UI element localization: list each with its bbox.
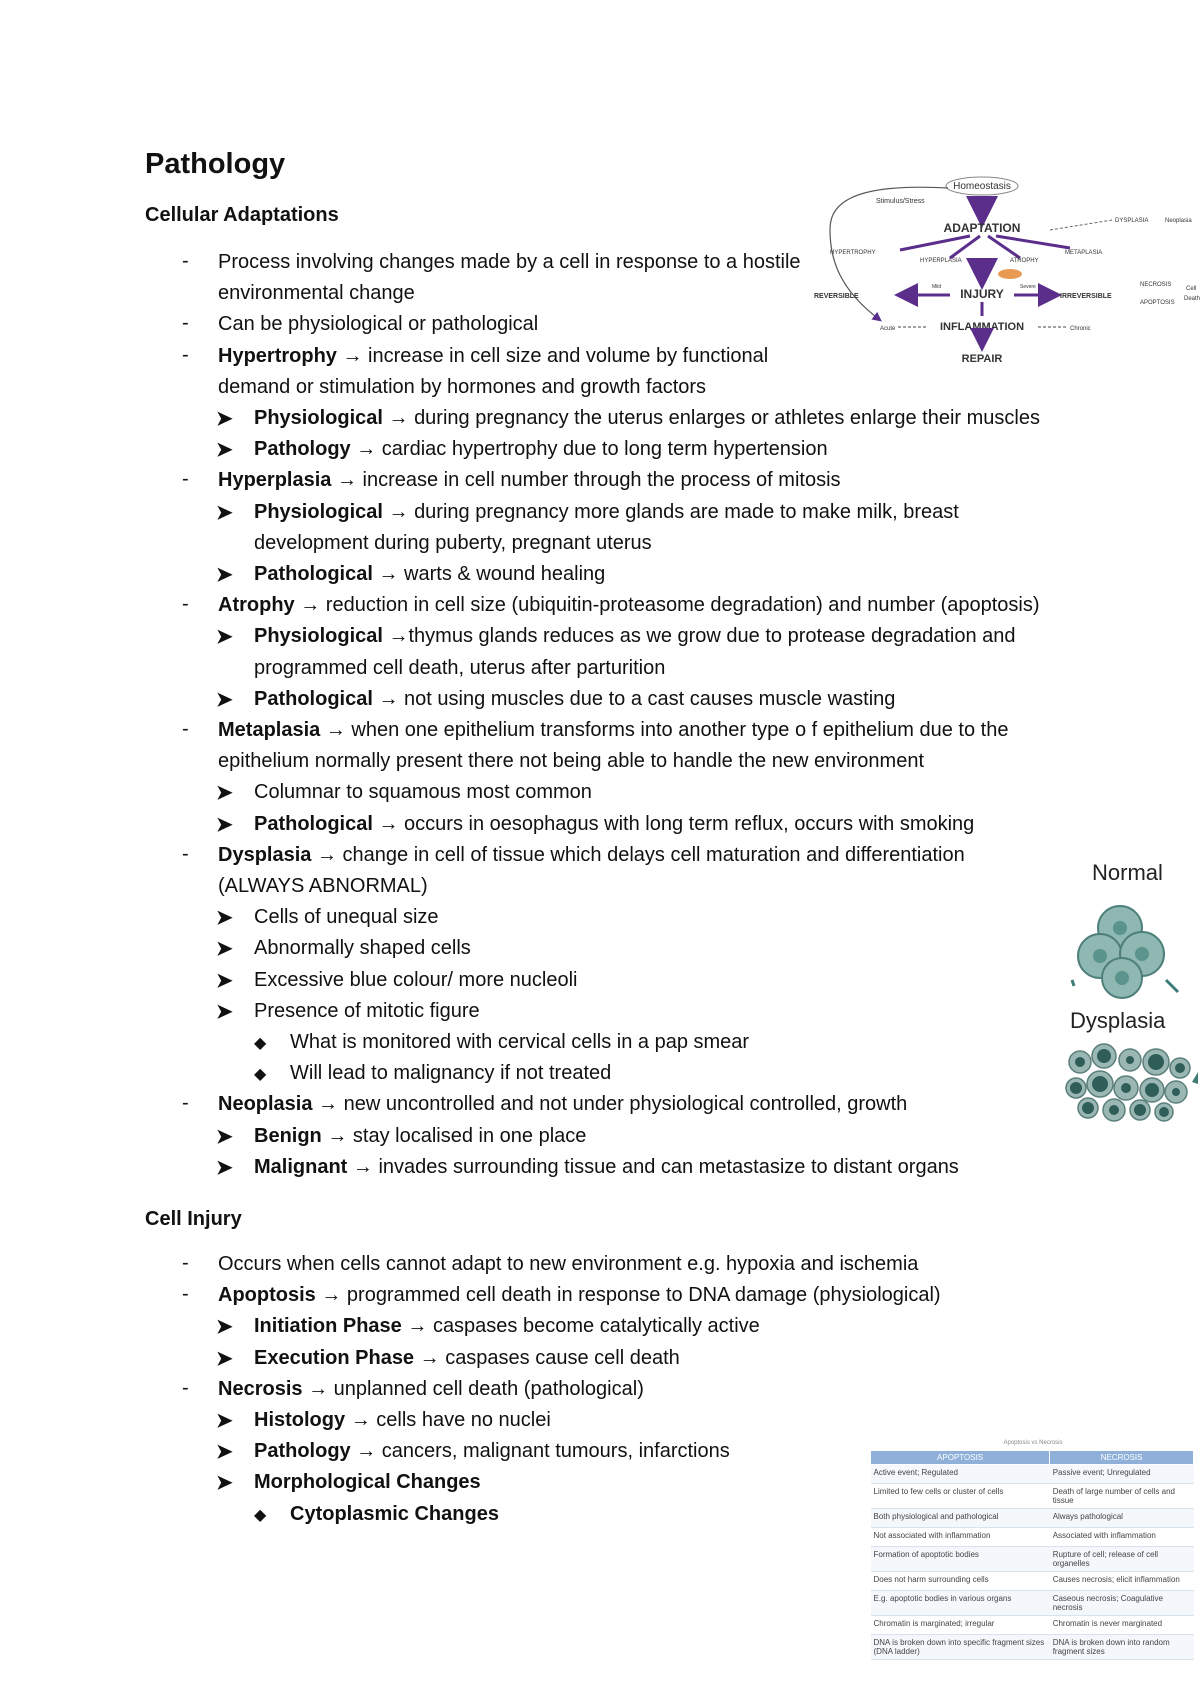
table-cell: Always pathological [1050, 1509, 1194, 1528]
diagram-hyperplasia: HYPERPLASIA [920, 258, 962, 264]
bullet-hypertrophy-cont [218, 375, 706, 399]
arrow-icon: → [378, 563, 399, 585]
diagram-chronic: Chronic [1070, 326, 1091, 332]
term: Malignant [254, 1156, 348, 1178]
bullet-hypertrophy [218, 344, 768, 368]
page-title: Pathology [145, 148, 286, 180]
arrowhead-bullet-icon: ➤ [216, 1316, 233, 1338]
diagram-homeostasis: Homeostasis [953, 181, 1011, 192]
arrow-icon: → [350, 1409, 371, 1431]
diagram-inflammation: INFLAMMATION [939, 321, 1025, 333]
bullet-hyperplasia [218, 468, 841, 492]
text: reduction in cell size (ubiquitin-proteasome degradation) and number (apoptosis) [325, 594, 1040, 616]
sub-dysplasia-2 [254, 936, 471, 960]
bullet-atrophy [218, 593, 1040, 617]
diagram-mild: Mild [932, 284, 942, 290]
sub-hypertrophy-pathology [254, 437, 828, 461]
dash-bullet: - [182, 468, 189, 490]
comparison-table-figure [870, 1440, 1196, 1660]
sub-hyperplasia-physiological-cont [254, 531, 652, 555]
table-cell: Formation of apoptotic bodies [871, 1547, 1050, 1572]
arrowhead-bullet-icon: ➤ [216, 689, 233, 711]
table-cell: Chromatin is never marginated [1050, 1616, 1194, 1635]
arrowhead-bullet-icon: ➤ [216, 814, 233, 836]
section-heading-injury: Cell Injury [145, 1208, 242, 1230]
table-row [871, 1547, 1194, 1572]
sub-neoplasia-benign [254, 1124, 586, 1148]
term: Execution Phase [254, 1347, 415, 1369]
text: cancers, malignant tumours, infarctions [381, 1440, 730, 1462]
text: not using muscles due to a cast causes muscle wasting [404, 688, 896, 710]
subsub-cytoplasmic-changes [290, 1502, 499, 1526]
diagram-metaplasia: METAPLASIA [1065, 250, 1103, 256]
term: Initiation Phase [254, 1315, 402, 1337]
arrow-icon: → [378, 688, 399, 710]
diagram-severe: Severe [1020, 284, 1036, 290]
arrowhead-bullet-icon: ➤ [216, 1472, 233, 1494]
term: Pathology [254, 438, 351, 460]
sub-dysplasia-3 [254, 968, 578, 992]
text: invades surrounding tissue and can metastasize to distant organs [378, 1156, 959, 1178]
arrow-icon: → [419, 1347, 440, 1369]
bullet-dysplasia-cont [218, 874, 428, 898]
arrowhead-bullet-icon: ➤ [216, 907, 233, 929]
dash-bullet: - [182, 312, 189, 334]
arrow-hypertrophy [900, 236, 970, 250]
text: increase in cell number through the process of mitosis [362, 469, 841, 491]
term: Necrosis [218, 1378, 303, 1400]
diagram-repair: REPAIR [961, 353, 1003, 365]
arrowhead-bullet-icon: ➤ [216, 782, 233, 804]
table-row [871, 1484, 1194, 1509]
text: new uncontrolled and not under physiological controlled, growth [343, 1093, 908, 1115]
sub-dysplasia-1 [254, 905, 439, 929]
term: Cytoplasmic Changes [290, 1503, 499, 1525]
text: programmed cell death, uterus after parturition [254, 657, 666, 679]
sub-atrophy-pathological [254, 687, 895, 711]
sub-necrosis-morphological [254, 1470, 481, 1494]
diagram-adaptation: ADAPTATION [943, 221, 1021, 235]
arrowhead-bullet-icon: ➤ [216, 502, 233, 524]
term: Metaplasia [218, 719, 321, 741]
table-row [871, 1465, 1194, 1484]
dashed-to-dysplasia [1050, 220, 1112, 230]
arrow-icon: → [356, 1440, 377, 1462]
sub-necrosis-histology [254, 1408, 551, 1432]
term: Neoplasia [218, 1093, 313, 1115]
arrowhead-bullet-icon: ➤ [216, 439, 233, 461]
arrow-icon: → [388, 625, 409, 647]
text: demand or stimulation by hormones and growth factors [218, 376, 707, 398]
table-cell: DNA is broken down into specific fragment sizes (DNA ladder) [871, 1635, 1050, 1660]
arrowhead-bullet-icon: ➤ [216, 626, 233, 648]
term: Physiological [254, 407, 383, 429]
dash-bullet: - [182, 593, 189, 615]
dysplasia-cells [1060, 1042, 1200, 1122]
adaptation-diagram [814, 170, 1200, 390]
arrow-icon: → [327, 1125, 348, 1147]
term: Hypertrophy [218, 345, 337, 367]
text: cells have no nuclei [376, 1409, 551, 1431]
diagram-apoptosis: APOPTOSIS [1140, 300, 1175, 306]
bullet-dysplasia [218, 843, 965, 867]
diamond-bullet-icon: ◆ [254, 1507, 267, 1524]
text: What is monitored with cervical cells in a pap smear [290, 1031, 750, 1053]
term: Pathology [254, 1440, 351, 1462]
text: Presence of mitotic figure [254, 1000, 480, 1022]
text: Will lead to malignancy if not treated [290, 1062, 612, 1084]
text: Can be physiological or pathological [218, 313, 539, 335]
text: epithelium normally present there not being able to handle the new environment [218, 750, 924, 772]
sub-atrophy-physiological [254, 624, 1016, 648]
dash-bullet: - [182, 1092, 189, 1114]
diagram-cell: Cell [1186, 286, 1197, 292]
term: Physiological [254, 501, 383, 523]
term: Pathological [254, 813, 373, 835]
table-row [871, 1509, 1194, 1528]
text: occurs in oesophagus with long term reflux, occurs with smoking [404, 813, 975, 835]
dash-bullet: - [182, 344, 189, 366]
table-cell: Both physiological and pathological [871, 1509, 1050, 1528]
table-caption: Apoptosis vs Necrosis [1003, 1440, 1063, 1446]
bullet-physpath [218, 312, 538, 336]
normal-cells [1070, 900, 1180, 1000]
subsub-dysplasia-2 [290, 1061, 611, 1085]
text: environmental change [218, 282, 415, 304]
arrowhead-bullet-icon: ➤ [216, 1001, 233, 1023]
term: Physiological [254, 625, 383, 647]
text: cardiac hypertrophy due to long term hypertension [381, 438, 828, 460]
table-row [871, 1635, 1194, 1660]
term: Histology [254, 1409, 346, 1431]
bullet-necrosis [218, 1377, 644, 1401]
diamond-bullet-icon: ◆ [254, 1035, 267, 1052]
bullet-process [218, 250, 801, 274]
term: Atrophy [218, 594, 295, 616]
arrowhead-bullet-icon: ➤ [216, 1348, 233, 1370]
arrow-icon: → [318, 1093, 339, 1115]
arrow-icon: → [321, 1284, 342, 1306]
table-cell: Death of large number of cells and tissue [1050, 1484, 1194, 1509]
table-header: APOPTOSIS [871, 1451, 1050, 1465]
arrow-icon: → [356, 438, 377, 460]
table-row [871, 1528, 1194, 1547]
arrowhead-bullet-icon: ➤ [216, 1441, 233, 1463]
arrow-icon: → [378, 813, 399, 835]
term: Apoptosis [218, 1284, 316, 1306]
diagram-irreversible: IRREVERSIBLE [1060, 293, 1112, 300]
table-cell: Does not harm surrounding cells [871, 1572, 1050, 1591]
text: during pregnancy more glands are made to make milk, breast [414, 501, 959, 523]
arrowhead-bullet-icon: ➤ [216, 408, 233, 430]
text: development during puberty, pregnant uterus [254, 532, 652, 554]
arrow-icon: → [388, 501, 409, 523]
dash-bullet: - [182, 250, 189, 272]
comparison-table [870, 1450, 1194, 1660]
diagram-injury: INJURY [960, 287, 1004, 301]
arrowhead-bullet-icon: ➤ [216, 564, 233, 586]
diagram-atrophy: ATROPHY [1010, 258, 1039, 264]
dash-bullet: - [182, 843, 189, 865]
text: programmed cell death in response to DNA damage (physiological) [346, 1284, 941, 1306]
dash-bullet: - [182, 718, 189, 740]
sub-apoptosis-initiation [254, 1314, 760, 1338]
text: thymus glands reduces as we grow due to protease degradation and [408, 625, 1016, 647]
table-cell: Caseous necrosis; Coagulative necrosis [1050, 1591, 1194, 1616]
diagram-hypertrophy: HYPERTROPHY [830, 250, 876, 256]
table-cell: Not associated with inflammation [871, 1528, 1050, 1547]
term: Hyperplasia [218, 469, 332, 491]
section-heading-adaptations: Cellular Adaptations [145, 204, 339, 226]
arrowhead-bullet-icon: ➤ [216, 1410, 233, 1432]
text: warts & wound healing [404, 563, 606, 585]
bullet-neoplasia [218, 1092, 907, 1116]
bullet-metaplasia-cont [218, 749, 924, 773]
text: (ALWAYS ABNORMAL) [218, 875, 428, 897]
diamond-bullet-icon: ◆ [254, 1066, 267, 1083]
arrow-icon: → [342, 345, 363, 367]
diagram-necrosis: NECROSIS [1140, 282, 1172, 288]
bullet-apoptosis [218, 1283, 941, 1307]
text: during pregnancy the uterus enlarges or athletes enlarge their muscles [414, 407, 1040, 429]
diagram-stimulus: Stimulus/Stress [876, 198, 925, 205]
text: increase in cell size and volume by functional [368, 345, 769, 367]
sub-atrophy-physiological-cont [254, 656, 665, 680]
arrow-metaplasia [996, 236, 1070, 248]
sub-metaplasia-columnar [254, 780, 592, 804]
table-row [871, 1572, 1194, 1591]
table-row [871, 1616, 1194, 1635]
injury-organ [998, 269, 1022, 279]
text: Excessive blue colour/ more nucleoli [254, 969, 578, 991]
sub-hyperplasia-pathological [254, 562, 605, 586]
table-cell: Rupture of cell; release of cell organelles [1050, 1547, 1194, 1572]
arrow-icon: → [316, 844, 337, 866]
term: Pathological [254, 563, 373, 585]
term: Morphological Changes [254, 1471, 481, 1493]
arrowhead-bullet-icon: ➤ [216, 1157, 233, 1179]
dash-bullet: - [182, 1283, 189, 1305]
table-cell: Active event; Regulated [871, 1465, 1050, 1484]
sub-neoplasia-malignant [254, 1155, 959, 1179]
subsub-dysplasia-1 [290, 1030, 749, 1054]
text: change in cell of tissue which delays cell maturation and differentiation [342, 844, 965, 866]
bullet-metaplasia [218, 718, 1008, 742]
arrow-icon: → [352, 1156, 373, 1178]
table-header: NECROSIS [1050, 1451, 1194, 1465]
term: Pathological [254, 688, 373, 710]
dash-bullet: - [182, 1252, 189, 1274]
normal-label: Normal [1092, 860, 1163, 885]
arrow-icon: → [300, 594, 321, 616]
text: Abnormally shaped cells [254, 937, 471, 959]
table-cell: DNA is broken down into random fragment sizes [1050, 1635, 1194, 1660]
table-cell: Passive event; Unregulated [1050, 1465, 1194, 1484]
sub-metaplasia-pathological [254, 812, 974, 836]
arrow-icon: → [407, 1315, 428, 1337]
text: Columnar to squamous most common [254, 781, 592, 803]
arrowhead-bullet-icon: ➤ [216, 970, 233, 992]
term: Benign [254, 1125, 322, 1147]
arrowhead-bullet-icon: ➤ [216, 1126, 233, 1148]
bullet-process-cont [218, 281, 415, 305]
term: Dysplasia [218, 844, 312, 866]
table-cell: Causes necrosis; elicit inflammation [1050, 1572, 1194, 1591]
text: Process involving changes made by a cell in response to a hostile [218, 251, 801, 273]
dysplasia-label: Dysplasia [1070, 1008, 1166, 1033]
dash-bullet: - [182, 1377, 189, 1399]
table-cell: Associated with inflammation [1050, 1528, 1194, 1547]
table-cell: E.g. apoptotic bodies in various organs [871, 1591, 1050, 1616]
table-cell: Chromatin is marginated; irregular [871, 1616, 1050, 1635]
diagram-acute: Acute [880, 326, 896, 332]
cells-figure [1060, 860, 1200, 1120]
diagram-reversible: REVERSIBLE [814, 293, 859, 300]
arrow-icon: → [336, 469, 357, 491]
sub-apoptosis-execution [254, 1346, 680, 1370]
table-cell: Limited to few cells or cluster of cells [871, 1484, 1050, 1509]
text: caspases cause cell death [445, 1347, 680, 1369]
text: caspases become catalytically active [432, 1315, 760, 1337]
text: when one epithelium transforms into another type o f epithelium due to the [351, 719, 1009, 741]
arrow-icon: → [308, 1378, 329, 1400]
text: stay localised in one place [352, 1125, 587, 1147]
table-row [871, 1591, 1194, 1616]
text: Cells of unequal size [254, 906, 439, 928]
sub-hyperplasia-physiological [254, 500, 959, 524]
arrow-icon: → [325, 719, 346, 741]
arrowhead-bullet-icon: ➤ [216, 938, 233, 960]
diagram-death: Death [1184, 296, 1200, 302]
text: Occurs when cells cannot adapt to new environment e.g. hypoxia and ischemia [218, 1253, 919, 1275]
sub-dysplasia-4 [254, 999, 480, 1023]
bullet-injury-occurs [218, 1252, 918, 1276]
diagram-dysplasia: DYSPLASIA [1115, 218, 1149, 224]
diagram-neoplasia: Neoplasia [1165, 218, 1192, 224]
sub-necrosis-pathology [254, 1439, 730, 1463]
text: unplanned cell death (pathological) [333, 1378, 644, 1400]
sub-hypertrophy-physiological [254, 406, 1040, 430]
arrow-icon: → [388, 407, 409, 429]
